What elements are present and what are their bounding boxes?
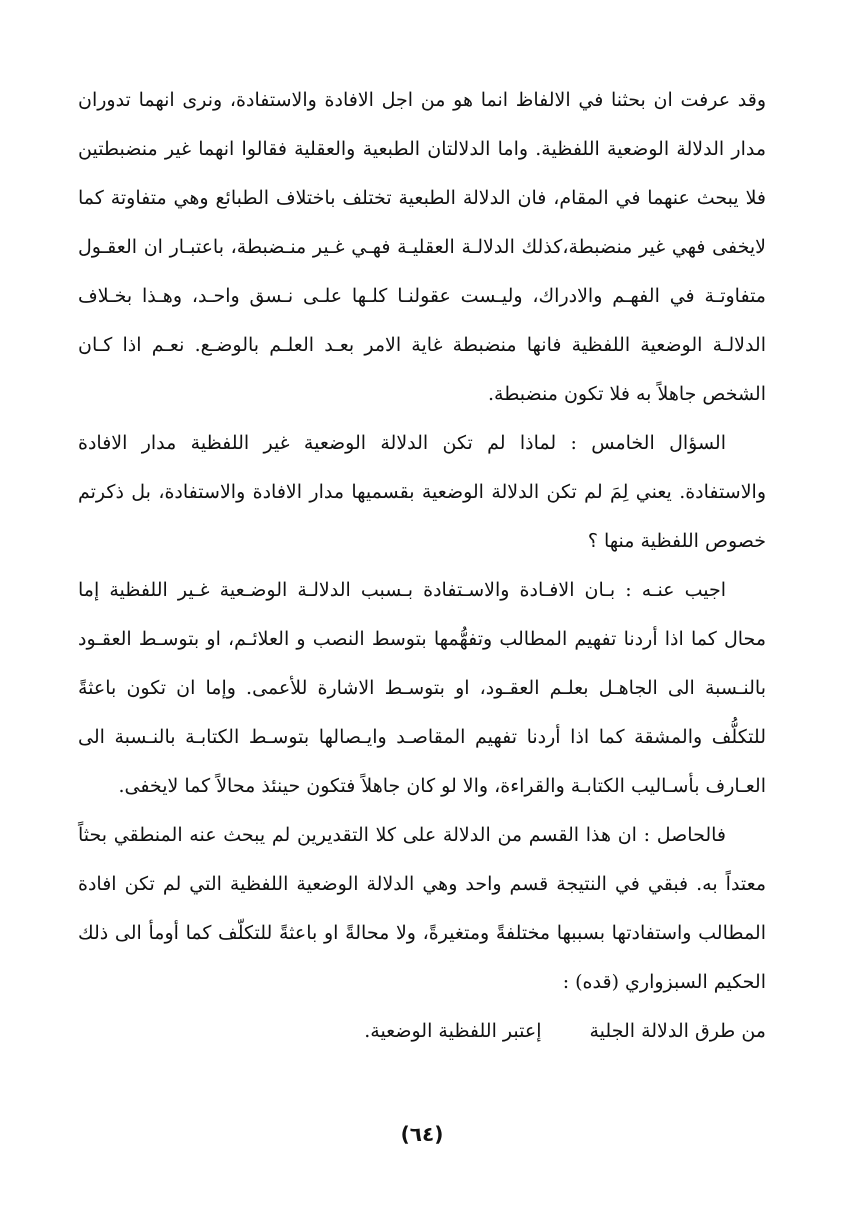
body-text bbox=[78, 76, 766, 1056]
page-number: (٦٤) bbox=[400, 1122, 444, 1146]
paragraph-conclusion: فالحاصل : ان هذا القسم من الدلالة على كلا التقديرين لم يبحث عنه المنطقي بحثاً معتداً به. فبقي في النتيجة قسم واحد وهي الدلالة الوضعية اللفظية التي لم تكن افادة المطالب واستفادتها بسببها مختلفةً ومتغيرةً، ولا محالةً او باعثةً للتكلّف كما أومأ الى ذلك الحكيم السبزواري (قده) : bbox=[78, 824, 766, 993]
paragraph-fifth-question: السؤال الخامس : لماذا لم تكن الدلالة الوضعية غير اللفظية مدار الافادة والاستفادة. يعني لِمَ لم تكن الدلالة الوضعية بقسميها مدار الافادة والاستفادة، بل ذكرتم خصوص اللفظية منها ؟ bbox=[78, 432, 766, 552]
paragraph-intro: وقد عرفت ان بحثنا في الالفاظ انما هو من اجل الافادة والاستفادة، ونرى انهما تدوران مدار الدلالة الوضعية اللفظية. واما الدلالتان الطبعية والعقلية فقالوا انهما غير منضبطتين فلا يبحث عنهما في المقام، فان الدلالة الطبعية تختلف باختلاف الطبائع وهي متفاوتة كما لايخفى فهي غير منضبطة،كذلك الدلالـة العقليـة فهـي غـير منـضبطة، باعتبـار ان العقـول متفاوتـة في الفهـم والادراك، وليـست عقولنـا كلـها علـى نـسق واحـد، وهـذا بخـلاف الدلالـة الوضعية اللفظية فانها منضبطة غاية الامر بعـد العلـم بالوضـع. نعـم اذا كـان الشخص جاهلاً به فلا تكون منضبطة. bbox=[78, 89, 766, 405]
paragraph-answer: اجيب عنـه : بـان الافـادة والاسـتفادة بـسبب الدلالـة الوضـعية غـير اللفظية إما محال كما اذا أردنا تفهيم المطالب وتفهُّمها بتوسط النصب و العلائـم، او بتوسـط العقـود بالنـسبة الى الجاهـل بعلـم العقـود، او بتوسـط الاشارة للأعمى. وإما ان تكون باعثةً للتكلُّف والمشقة كما اذا أردنا تفهيم المقاصـد وايـصالها بتوسـط الكتابـة بالنـسبة الى العـارف بأسـاليب الكتابـة والقراءة، والا لو كان جاهلاً فتكون حينئذ محالاً كما لايخفى. bbox=[78, 579, 766, 797]
poem-verse bbox=[78, 1007, 766, 1056]
verse-first-hemistich: من طرق الدلالة الجلية bbox=[589, 1020, 766, 1042]
verse-second-hemistich: إعتبر اللفظية الوضعية. bbox=[364, 1020, 542, 1042]
